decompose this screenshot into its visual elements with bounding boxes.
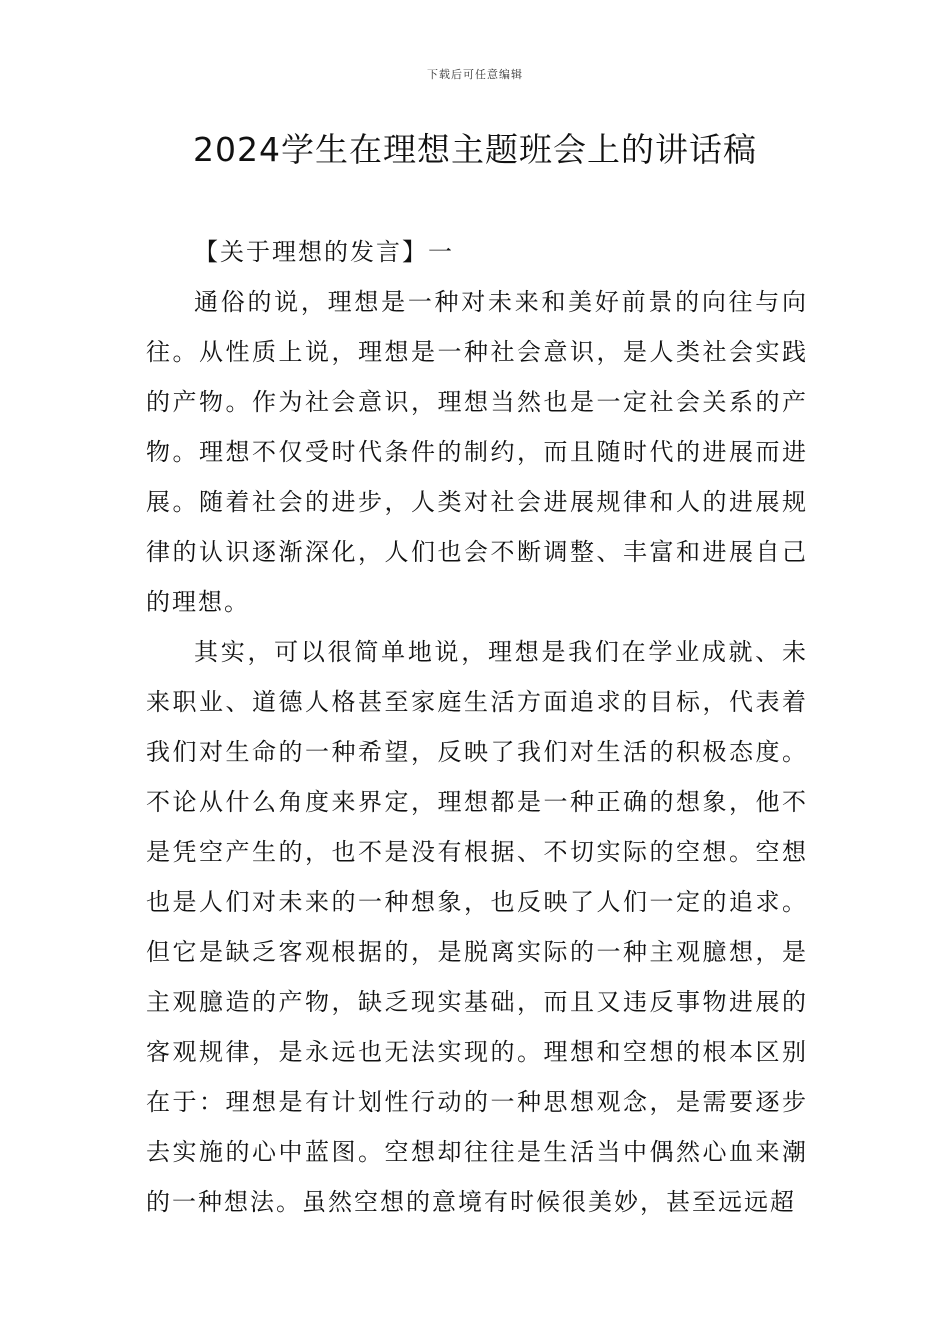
document-body: [146, 227, 808, 1227]
paragraph-1: 通俗的说，理想是一种对未来和美好前景的向往与向往。从性质上说，理想是一种社会意识，是人类社会实践的产物。作为社会意识，理想当然也是一定社会关系的产物。理想不仅受时代条件的制约，而且随时代的进展而进展。随着社会的进步，人类对社会进展规律和人的进展规律的认识逐渐深化，人们也会不断调整、丰富和进展自己的理想。: [146, 288, 808, 616]
paragraph-2: 其实，可以很简单地说，理想是我们在学业成就、未来职业、道德人格甚至家庭生活方面追求的目标，代表着我们对生命的一种希望，反映了我们对生活的积极态度。不论从什么角度来界定，理想都是一种正确的想象，他不是凭空产生的，也不是没有根据、不切实际的空想。空想也是人们对未来的一种想象，也反映了人们一定的追求。但它是缺乏客观根据的，是脱离实际的一种主观臆想，是主观臆造的产物，缺乏现实基础，而且又违反事物进展的客观规律，是永远也无法实现的。理想和空想的根本区别在于：理想是有计划性行动的一种思想观念，是需要逐步去实施的心中蓝图。空想却往往是生活当中偶然心血来潮的一种想法。虽然空想的意境有时候很美妙，甚至远远超: [146, 638, 808, 1216]
section-heading: 【关于理想的发言】一: [194, 238, 454, 266]
header-note: 下载后可任意编辑: [427, 68, 523, 81]
document-title: 2024学生在理想主题班会上的讲话稿: [193, 130, 757, 169]
